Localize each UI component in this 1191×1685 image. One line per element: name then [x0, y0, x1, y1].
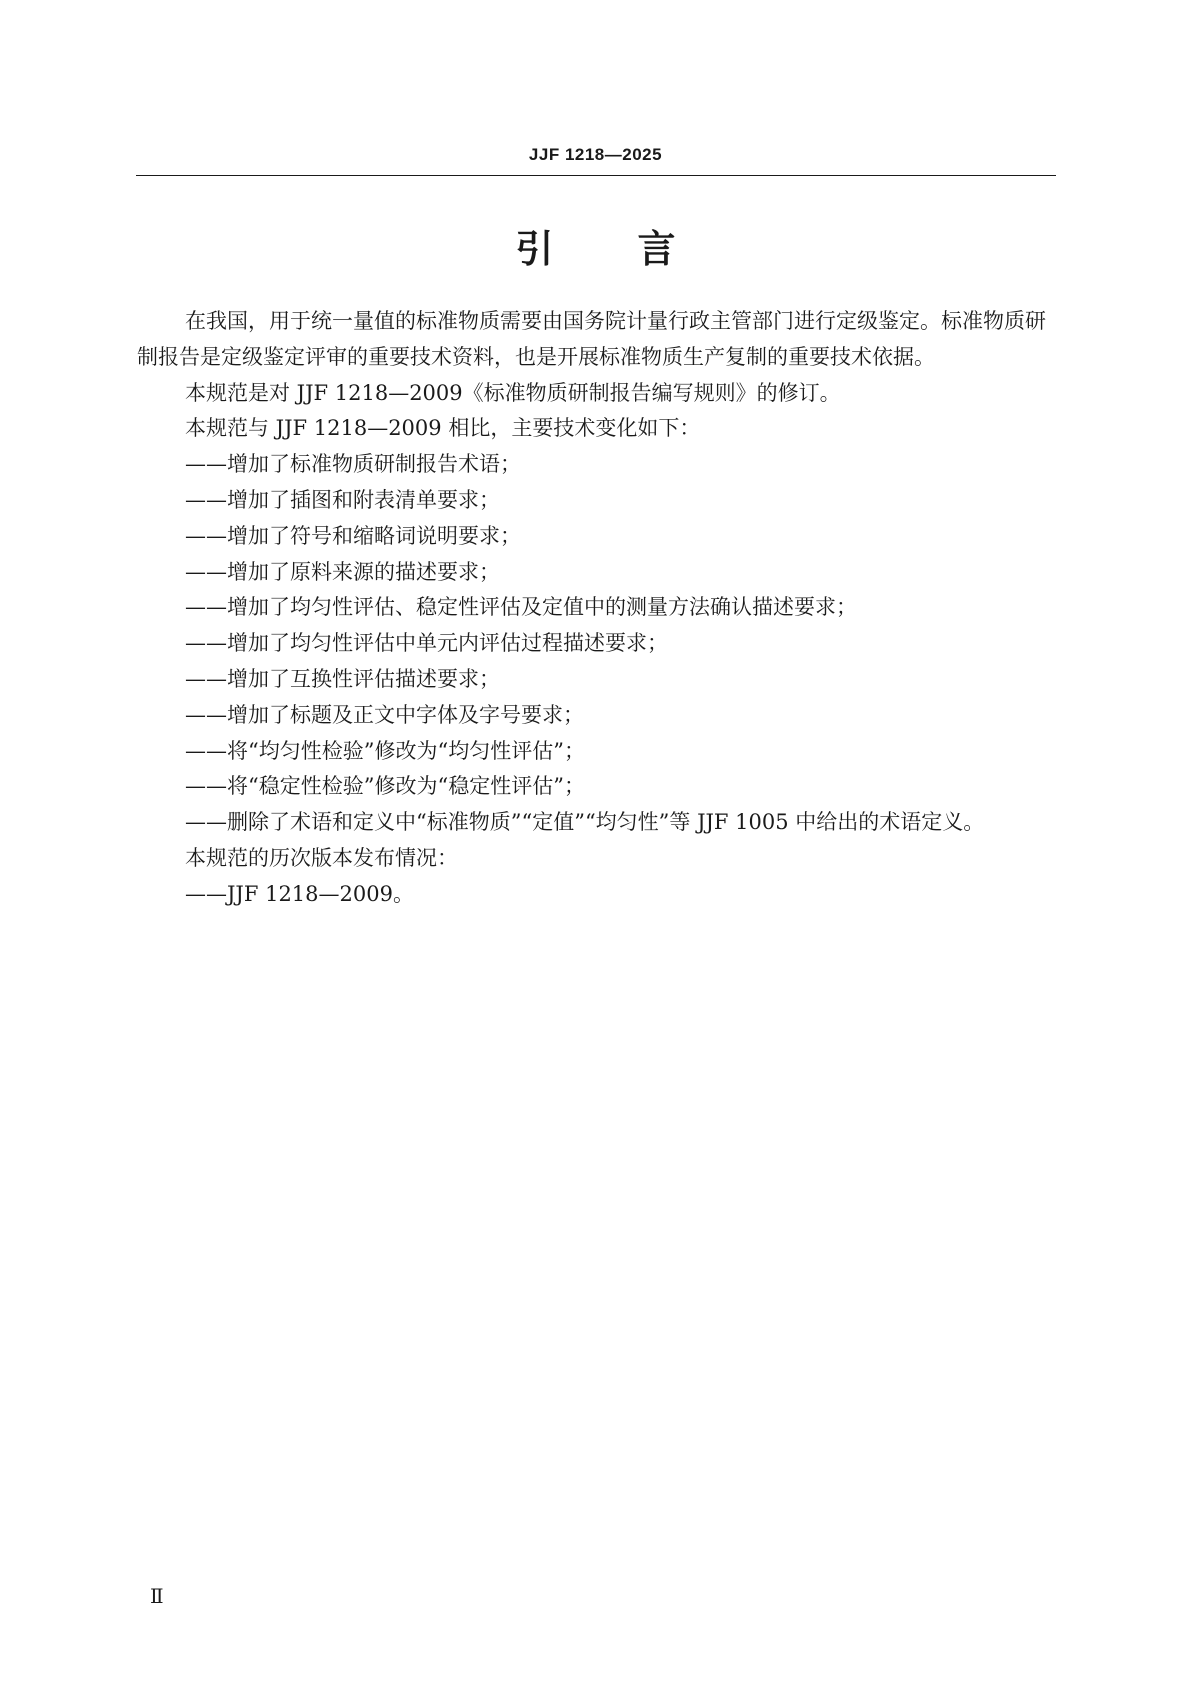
- title-char-2: 言: [637, 227, 676, 271]
- change-item: ——增加了互换性评估描述要求；: [185, 666, 500, 691]
- change-item: ——增加了标准物质研制报告术语；: [185, 452, 521, 477]
- intro-paragraph-2: 本规范是对 JJF 1218—2009《标准物质研制报告编写规则》的修订。: [185, 380, 841, 405]
- intro-paragraph-4: 本规范的历次版本发布情况：: [185, 845, 458, 870]
- introduction-body: [137, 304, 1055, 913]
- change-item: ——增加了标题及正文中字体及字号要求；: [185, 702, 584, 727]
- change-item: ——增加了均匀性评估、稳定性评估及定值中的测量方法确认描述要求；: [185, 595, 857, 620]
- intro-paragraph-1: 在我国，用于统一量值的标准物质需要由国务院计量行政主管部门进行定级鉴定。标准物质研制报告是定级鉴定评审的重要技术资料，也是开展标准物质生产复制的重要技术依据。: [137, 309, 1046, 369]
- change-item: ——增加了符号和缩略词说明要求；: [185, 523, 521, 548]
- intro-paragraph-3: 本规范与 JJF 1218—2009 相比，主要技术变化如下：: [185, 416, 701, 441]
- document-code-header: JJF 1218—2025: [528, 145, 663, 164]
- title-char-1: 引: [515, 227, 554, 271]
- change-item: ——将“均匀性检验”修改为“均匀性评估”；: [185, 738, 585, 763]
- change-item: ——将“稳定性检验”修改为“稳定性评估”；: [185, 774, 585, 799]
- history-item: ——JJF 1218—2009。: [185, 881, 414, 906]
- section-title: [0, 223, 1191, 275]
- change-item: ——增加了原料来源的描述要求；: [185, 559, 500, 584]
- change-item: ——增加了均匀性评估中单元内评估过程描述要求；: [185, 631, 668, 656]
- page-number: Ⅱ: [150, 1584, 164, 1608]
- header-divider: [136, 175, 1056, 176]
- change-item: ——删除了术语和定义中“标准物质”“定值”“均匀性”等 JJF 1005 中给出的术语定义。: [185, 810, 985, 835]
- change-item: ——增加了插图和附表清单要求；: [185, 487, 500, 512]
